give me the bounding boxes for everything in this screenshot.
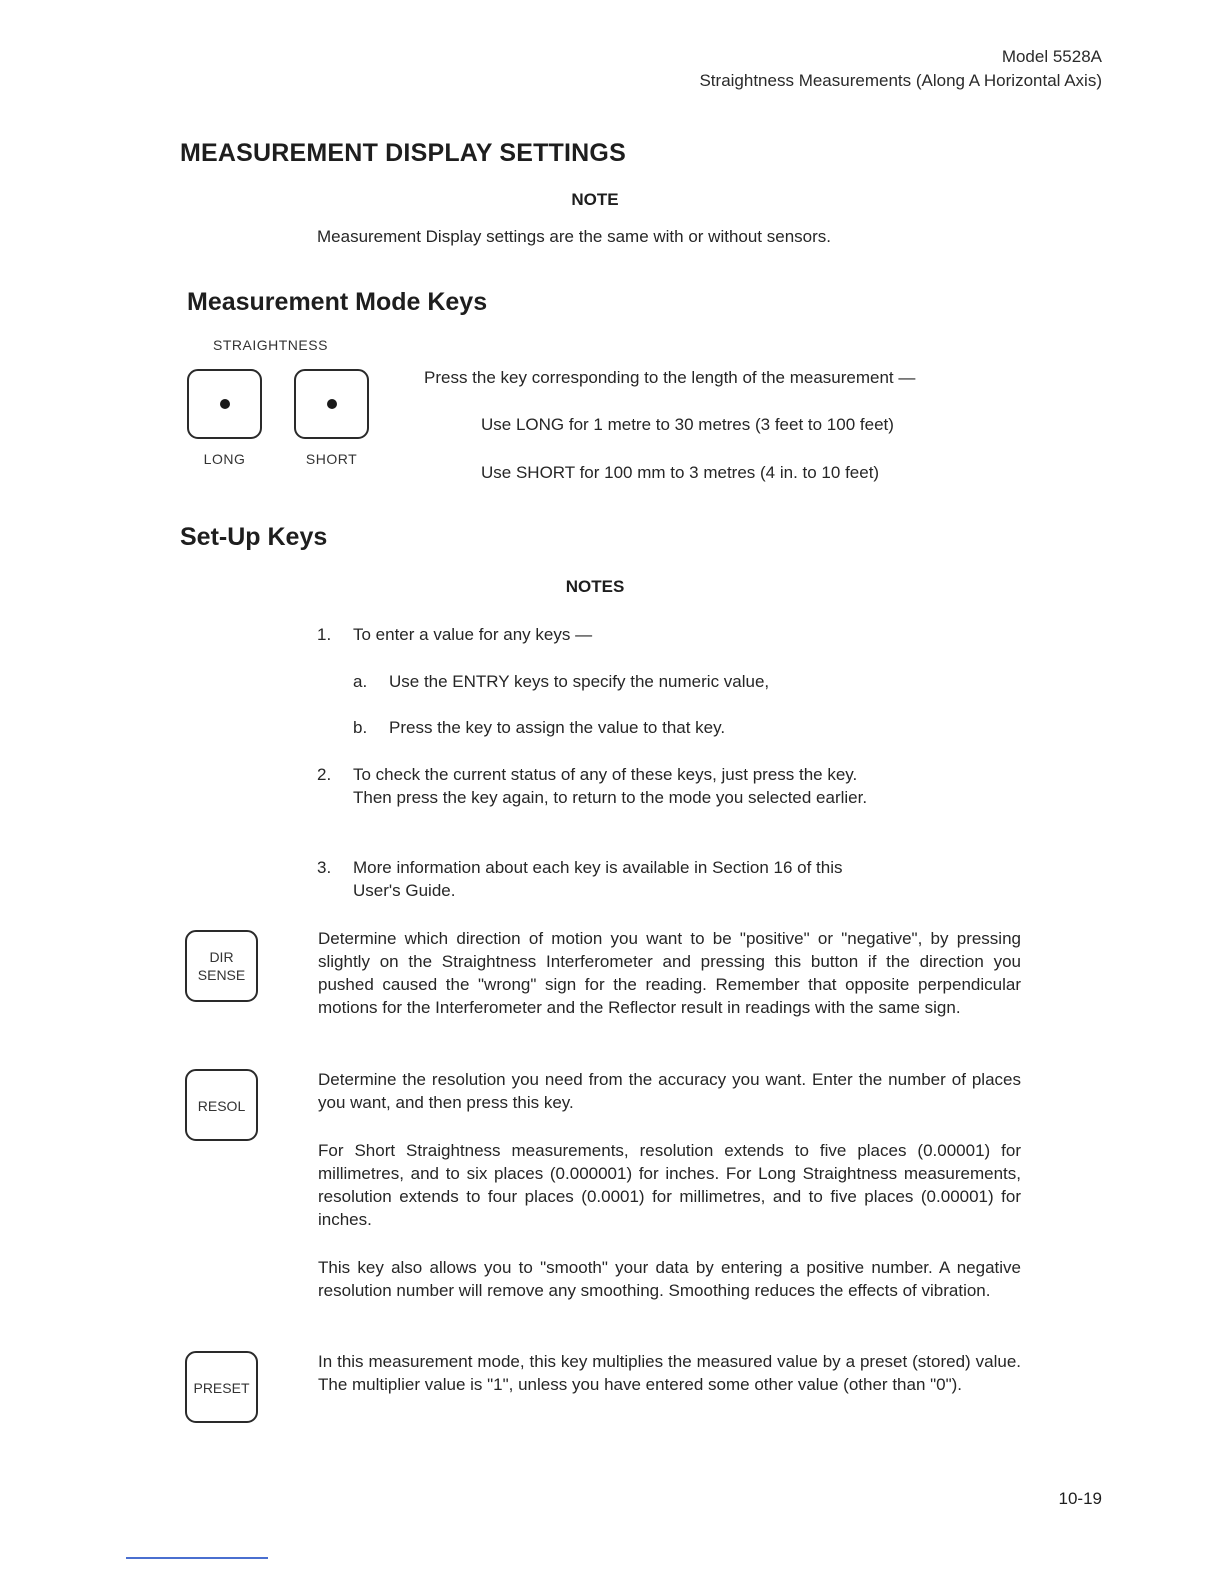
dir-sense-key[interactable]: [185, 930, 258, 1002]
resol-description-2: For Short Straightness measurements, resolution extends to five places (0.00001) for millimetres, and to six places (0.000001) for inches. For Long Straightness measurements, resolution extends to four places (0.0001) for millimetres, and to five places (0.00001) for inches.: [318, 1141, 1021, 1229]
preset-key[interactable]: [185, 1351, 258, 1423]
subnote-text: Press the key to assign the value to that key.: [389, 718, 726, 737]
resol-key-label: RESOL: [197, 1098, 246, 1114]
header-model: Model 5528A: [1001, 47, 1102, 66]
header-section: Straightness Measurements (Along A Horizontal Axis): [699, 71, 1102, 90]
note-text: To enter a value for any keys —: [353, 625, 593, 644]
mode-keys-intro: Press the key corresponding to the length of the measurement —: [424, 368, 916, 387]
note-text: Measurement Display settings are the same with or without sensors.: [317, 227, 832, 246]
subnote-text: Use the ENTRY keys to specify the numeric value,: [389, 672, 770, 691]
note-item-1: [317, 623, 887, 646]
page-number: 10-19: [1058, 1489, 1102, 1508]
note-text: To check the current status of any of these keys, just press the key. Then press the key again, to return to the mode you selected earlier.: [353, 765, 868, 807]
note-item-2: [317, 763, 887, 809]
short-key[interactable]: [294, 369, 369, 439]
setup-keys-heading: Set-Up Keys: [180, 523, 328, 551]
dir-sense-key-line1: DIR: [209, 949, 234, 965]
long-usage: Use LONG for 1 metre to 30 metres (3 feet to 100 feet): [481, 415, 894, 434]
notes-heading: NOTES: [565, 577, 625, 596]
preset-key-label: PRESET: [193, 1380, 250, 1396]
resol-description-1: Determine the resolution you need from the accuracy you want. Enter the number of places you want, and then press this key.: [318, 1070, 1021, 1112]
subnote-letter: b.: [353, 718, 368, 737]
dir-sense-key-line2: SENSE: [197, 967, 246, 983]
note-number: 2.: [317, 765, 332, 784]
subnote-item-a: [353, 670, 893, 693]
preset-description: In this measurement mode, this key multiplies the measured value by a preset (stored) value. The multiplier value is "1", unless you have entered some other value (other than "0").: [318, 1352, 1021, 1394]
note-number: 1.: [317, 625, 332, 644]
note-heading: NOTE: [571, 190, 619, 209]
long-key[interactable]: [187, 369, 262, 439]
note-number: 3.: [317, 858, 332, 877]
short-key-label: SHORT: [305, 451, 358, 467]
page-title: MEASUREMENT DISPLAY SETTINGS: [180, 139, 626, 167]
subnote-item-b: [353, 716, 893, 739]
resol-key[interactable]: [185, 1069, 258, 1141]
footer-rule: [126, 1557, 268, 1559]
note-text: More information about each key is available in Section 16 of this User's Guide.: [353, 858, 843, 900]
dir-sense-description: Determine which direction of motion you want to be "positive" or "negative", by pressing slightly on the Straightness Interferometer and pressing this button if the direction you pushed caused the "wrong" sign for the reading. Remember that opposite perpendicular motions for the Interferometer and the Reflector result in readings with the same sign.: [318, 929, 1021, 1017]
note-item-3: [317, 856, 887, 902]
resol-description-3: This key also allows you to "smooth" your data by entering a positive number. A negative resolution number will remove any smoothing. Smoothing reduces the effects of vibration.: [318, 1258, 1021, 1300]
long-key-indicator-icon: [220, 399, 230, 409]
long-key-label: LONG: [203, 451, 246, 467]
short-key-indicator-icon: [327, 399, 337, 409]
mode-keys-heading: Measurement Mode Keys: [187, 288, 488, 316]
short-usage: Use SHORT for 100 mm to 3 metres (4 in. to 10 feet): [481, 463, 880, 482]
subnote-letter: a.: [353, 672, 368, 691]
straightness-label: STRAIGHTNESS: [213, 337, 328, 353]
